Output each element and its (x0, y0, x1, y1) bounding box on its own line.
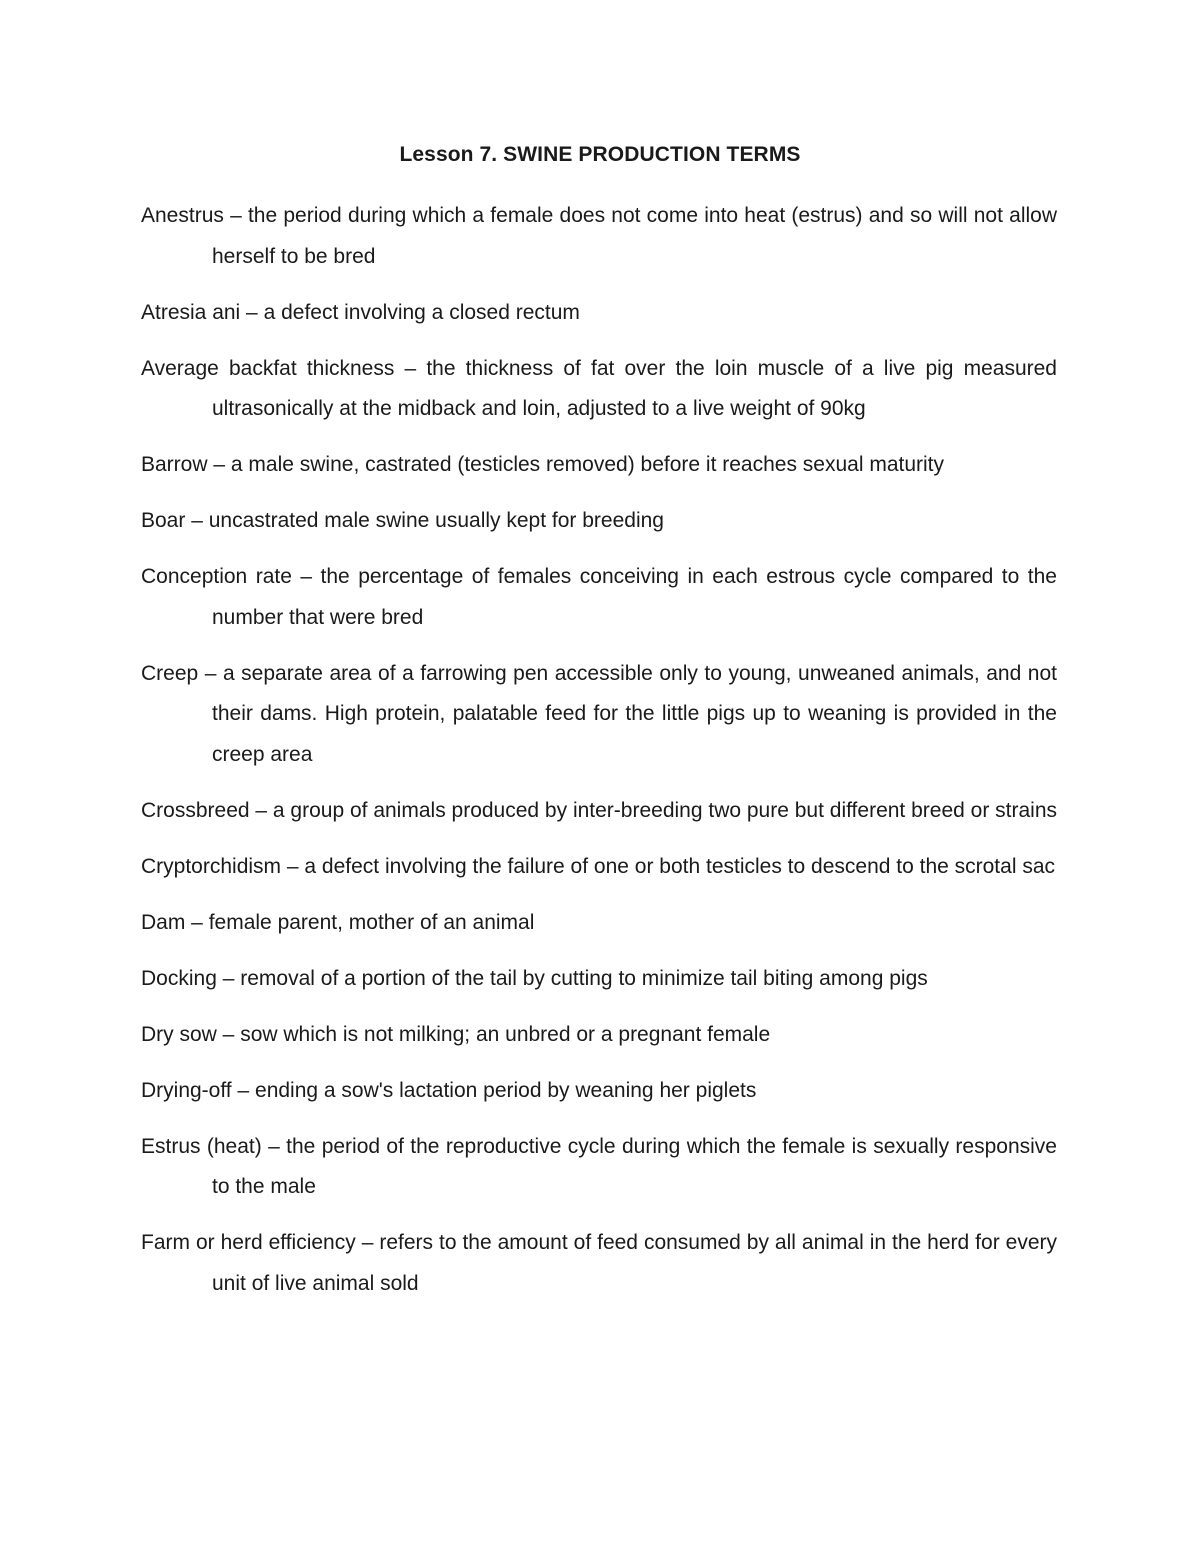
term-definition: the period during which a female does not come into heat (estrus) and so will not allow herself to be bred (212, 204, 1057, 268)
term-name: Dry sow (141, 1022, 217, 1046)
term-entry: Drying-off – ending a sow's lactation period by weaning her piglets (141, 1078, 757, 1102)
term-entry: Barrow – a male swine, castrated (testicles removed) before it reaches sexual maturity (141, 453, 945, 476)
term-name: Crossbreed (141, 798, 250, 822)
term-entry: Average backfat thickness – the thickness of fat over the loin muscle of a live pig measured ultrasonically at the midback and loin, adjusted to a live weight of 90kg (141, 356, 1057, 420)
term-name: Conception rate (141, 565, 292, 588)
term-name: Farm or herd efficiency (141, 1231, 356, 1254)
term-entry: Atresia ani – a defect involving a closed rectum (141, 300, 580, 324)
term-entry: Conception rate – the percentage of females conceiving in each estrous cycle compared to the number that were bred (141, 565, 1057, 629)
term-name: Docking (141, 966, 217, 990)
term-entry: Creep – a separate area of a farrowing pen accessible only to young, unweaned animals, and not their dams. High protein, palatable feed for the little pigs up to weaning is provided in the creep area (141, 661, 1057, 766)
term-definition: ending a sow's lactation period by weaning her piglets (255, 1078, 757, 1102)
term-name: Anestrus (141, 204, 224, 227)
term-definition: the percentage of females conceiving in each estrous cycle compared to the number that were bred (212, 565, 1057, 629)
term-definition: removal of a portion of the tail by cutting to minimize tail biting among pigs (240, 966, 928, 990)
term-name: Atresia ani (141, 300, 241, 324)
term-entry: Docking – removal of a portion of the tail by cutting to minimize tail biting among pigs (141, 966, 928, 990)
term-entry: Cryptorchidism – a defect involving the failure of one or both testicles to descend to the scrotal sac (141, 854, 1055, 878)
term-definition: uncastrated male swine usually kept for breeding (208, 509, 664, 532)
term-definition: a defect involving the failure of one or both testicles to descend to the scrotal sac (304, 854, 1055, 878)
term-entry: Anestrus – the period during which a female does not come into heat (estrus) and so will not allow herself to be bred (141, 204, 1057, 268)
term-definition: the period of the reproductive cycle during which the female is sexually responsive to the male (212, 1134, 1057, 1198)
term-definition: the thickness of fat over the loin muscle of a live pig measured ultrasonically at the midback and loin, adjusted to a live weight of 90kg (212, 356, 1057, 420)
term-definition: a group of animals produced by inter-breeding two pure but different breed or strains (272, 798, 1057, 822)
term-name: Estrus (heat) (141, 1134, 262, 1158)
term-entry: Boar – uncastrated male swine usually kept for breeding (141, 509, 664, 532)
term-name: Barrow (141, 453, 208, 476)
term-entry: Farm or herd efficiency – refers to the amount of feed consumed by all animal in the herd for every unit of live animal sold (141, 1231, 1057, 1295)
term-name: Cryptorchidism (141, 854, 282, 878)
terms-list (141, 196, 1057, 1320)
term-definition: female parent, mother of an animal (208, 910, 535, 934)
term-name: Boar (141, 509, 186, 532)
term-name: Dam (141, 910, 186, 934)
term-definition: a separate area of a farrowing pen accessible only to young, unweaned animals, and not their dams. High protein, palatable feed for the little pigs up to weaning is provided in the creep area (212, 661, 1057, 766)
term-entry: Dam – female parent, mother of an animal (141, 910, 535, 934)
term-name: Drying-off (141, 1078, 232, 1102)
term-definition: a male swine, castrated (testicles removed) before it reaches sexual maturity (230, 453, 945, 476)
term-definition: refers to the amount of feed consumed by all animal in the herd for every unit of live animal sold (212, 1231, 1057, 1295)
term-entry: Dry sow – sow which is not milking; an unbred or a pregnant female (141, 1022, 771, 1046)
term-entry: Crossbreed – a group of animals produced by inter-breeding two pure but different breed or strains (141, 798, 1057, 822)
term-name: Average backfat thickness (141, 356, 395, 380)
term-name: Creep (141, 661, 199, 685)
term-definition: a defect involving a closed rectum (263, 300, 580, 324)
page-title: Lesson 7. SWINE PRODUCTION TERMS (399, 143, 801, 166)
term-entry: Estrus (heat) – the period of the reproductive cycle during which the female is sexually responsive to the male (141, 1134, 1057, 1198)
term-definition: sow which is not milking; an unbred or a pregnant female (240, 1022, 771, 1046)
